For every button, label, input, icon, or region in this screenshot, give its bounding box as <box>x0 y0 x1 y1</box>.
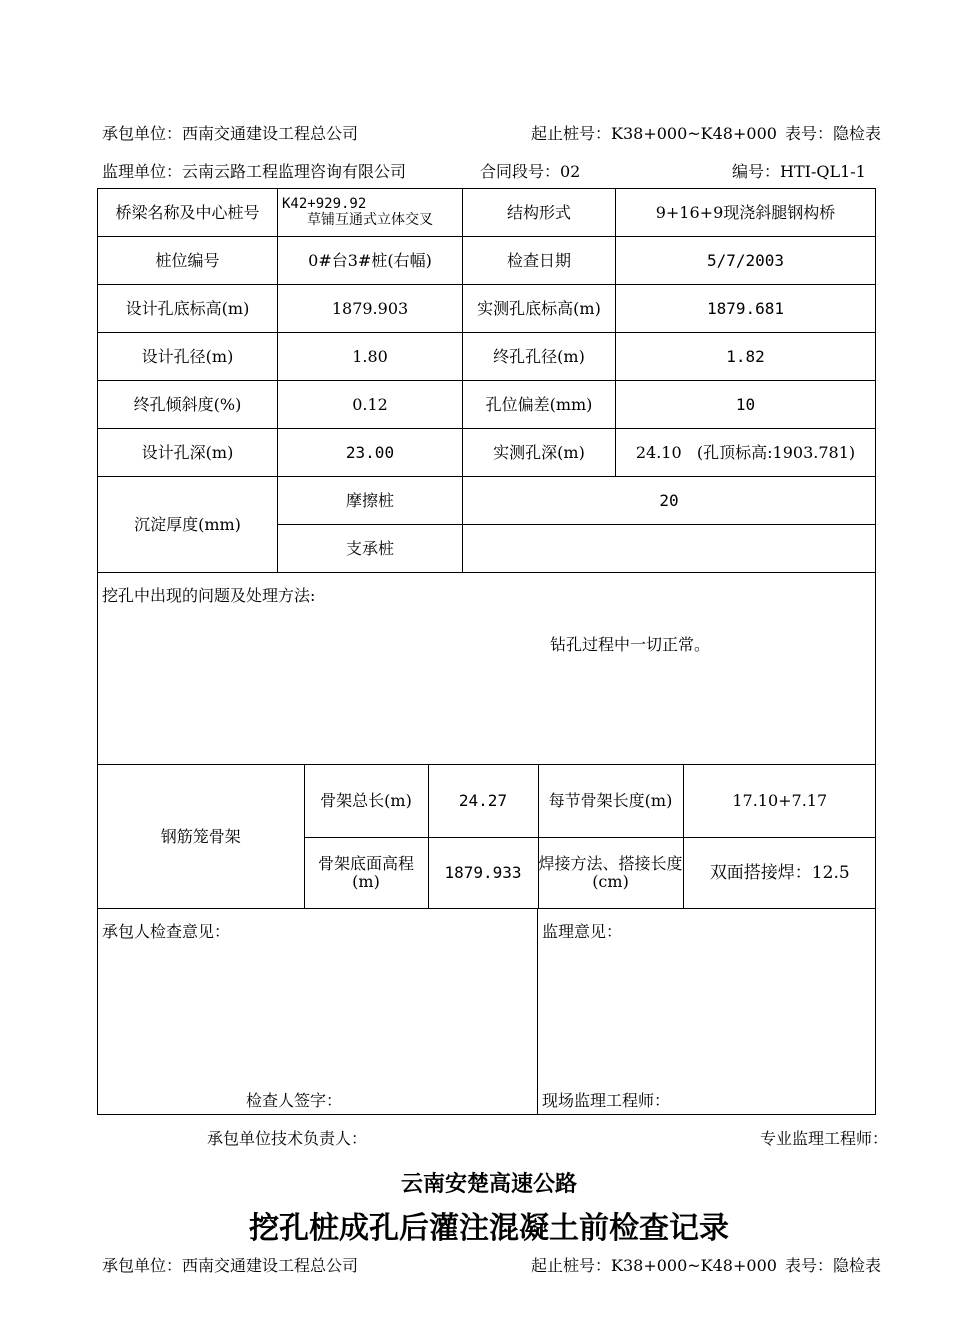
cage-section <box>98 765 876 909</box>
table-row <box>98 477 876 525</box>
contractor-tech-lead: 承包单位技术负责人： <box>207 1129 368 1148</box>
problems-text: 钻孔过程中一切正常。 <box>550 635 711 654</box>
table-row <box>98 237 876 285</box>
structure-value: 9+16+9现浇斜腿钢构桥 <box>616 189 876 237</box>
opinions-divider <box>537 909 538 1114</box>
contractor-signature-label: 检查人签字： <box>246 1091 343 1110</box>
bridge-label: 桥梁名称及中心桩号 <box>98 189 278 237</box>
design-diameter-value: 1.80 <box>278 333 463 381</box>
weld-method-label: 焊接方法、搭接长度(cm) <box>538 837 683 908</box>
bridge-stake: K42+929.92 <box>282 196 367 212</box>
final-diameter-label: 终孔孔径(m) <box>463 333 616 381</box>
cage-bottom-elevation-label: 骨架底面高程(m) <box>304 837 428 908</box>
contract-section: 合同段号：02 <box>480 162 581 181</box>
cage-bottom-elevation-value: 1879.933 <box>428 837 538 908</box>
supervisor-opinion-label: 监理意见： <box>542 922 623 941</box>
table-row <box>98 765 876 909</box>
friction-pile-label: 摩擦桩 <box>278 477 463 525</box>
bearing-pile-value <box>463 525 876 573</box>
design-depth-label: 设计孔深(m) <box>98 429 278 477</box>
supervisor-signature-label: 现场监理工程师： <box>542 1091 671 1110</box>
serial-number: 编号：HTI-QL1-1 <box>732 162 866 181</box>
contractor-unit-2: 承包单位：西南交通建设工程总公司 <box>102 1256 359 1275</box>
contractor-unit: 承包单位：西南交通建设工程总公司 <box>102 124 359 143</box>
form-number: 表号：隐检表 <box>785 124 882 143</box>
design-bottom-value: 1879.903 <box>278 285 463 333</box>
opinions-area <box>98 909 875 1114</box>
opinions-section <box>98 909 876 1115</box>
bridge-name: 草铺互通式立体交叉 <box>307 212 433 228</box>
actual-bottom-label: 实测孔底标高(m) <box>463 285 616 333</box>
problems-cell <box>98 573 876 765</box>
table-row <box>98 333 876 381</box>
pile-label: 桩位编号 <box>98 237 278 285</box>
table-row <box>98 189 876 237</box>
bearing-pile-label: 支承桩 <box>278 525 463 573</box>
supervisor-unit: 监理单位：云南云路工程监理咨询有限公司 <box>102 162 407 181</box>
contractor-opinion-label: 承包人检查意见： <box>102 922 231 941</box>
cage-section-length-value: 17.10+7.17 <box>683 765 876 837</box>
table-row <box>98 573 876 765</box>
bridge-value <box>278 189 463 237</box>
cage-label: 钢筋笼骨架 <box>98 765 304 908</box>
date-label: 检查日期 <box>463 237 616 285</box>
design-diameter-label: 设计孔径(m) <box>98 333 278 381</box>
professional-engineer: 专业监理工程师： <box>760 1129 889 1148</box>
date-value: 5/7/2003 <box>616 237 876 285</box>
table-row <box>98 909 876 1115</box>
table-row <box>98 765 876 837</box>
design-depth-value: 23.00 <box>278 429 463 477</box>
offset-label: 孔位偏差(mm) <box>463 381 616 429</box>
friction-pile-value: 20 <box>463 477 876 525</box>
structure-label: 结构形式 <box>463 189 616 237</box>
cage-section-length-label: 每节骨架长度(m) <box>538 765 683 837</box>
project-name: 云南安楚高速公路 <box>400 1172 577 1197</box>
problems-label: 挖孔中出现的问题及处理方法: <box>102 586 316 605</box>
stake-range: 起止桩号：K38+000~K48+000 <box>531 124 777 143</box>
pile-value: 0#台3#桩(右幅) <box>278 237 463 285</box>
weld-method-value: 双面搭接焊：12.5 <box>683 837 876 908</box>
cage-table <box>98 765 876 908</box>
tilt-value: 0.12 <box>278 381 463 429</box>
inspection-form-table <box>97 188 876 1115</box>
record-title: 挖孔桩成孔后灌注混凝土前检查记录 <box>249 1211 729 1246</box>
actual-depth-label: 实测孔深(m) <box>463 429 616 477</box>
actual-bottom-value: 1879.681 <box>616 285 876 333</box>
sediment-label: 沉淀厚度(mm) <box>98 477 278 573</box>
tilt-label: 终孔倾斜度(%) <box>98 381 278 429</box>
offset-value: 10 <box>616 381 876 429</box>
actual-depth-value: 24.10 (孔顶标高:1903.781) <box>616 429 876 477</box>
table-row <box>98 285 876 333</box>
table-row <box>98 429 876 477</box>
table-row <box>98 381 876 429</box>
final-diameter-value: 1.82 <box>616 333 876 381</box>
stake-range-2: 起止桩号：K38+000~K48+000 <box>531 1256 777 1275</box>
cage-total-length-label: 骨架总长(m) <box>304 765 428 837</box>
design-bottom-label: 设计孔底标高(m) <box>98 285 278 333</box>
form-number-2: 表号：隐检表 <box>785 1256 882 1275</box>
cage-total-length-value: 24.27 <box>428 765 538 837</box>
